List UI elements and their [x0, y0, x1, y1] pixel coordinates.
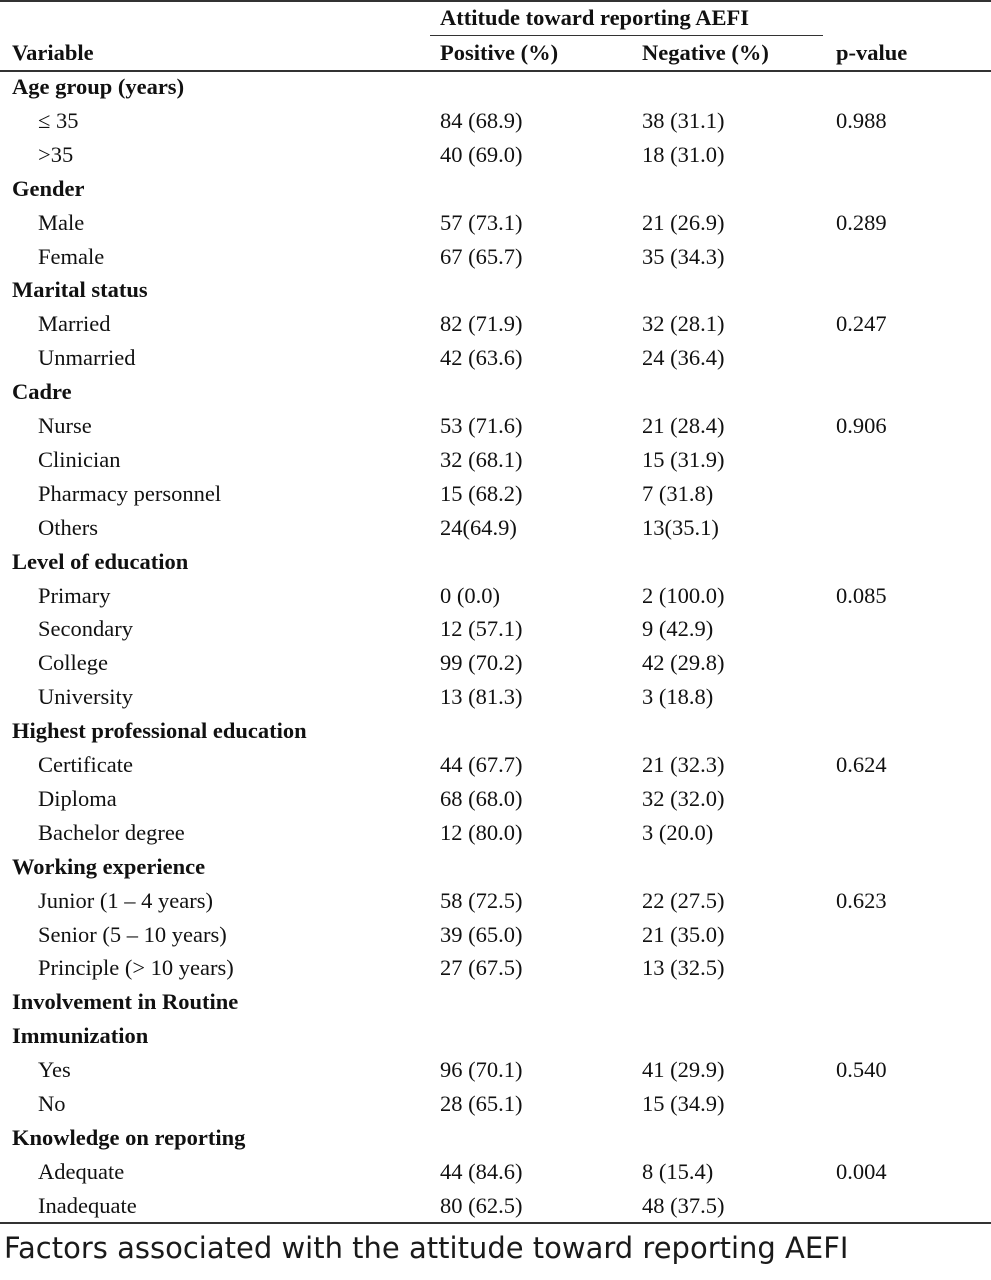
negative-count: 3 (20.0): [642, 819, 714, 845]
header-variable: Variable: [12, 40, 94, 65]
p-value-cell: 0.247: [836, 311, 887, 337]
negative-count: 13 (32.5): [642, 955, 725, 981]
positive-count: 42 (63.6): [440, 345, 523, 371]
positive-count: 44 (84.6): [440, 1158, 523, 1184]
positive-count: 39 (65.0): [440, 921, 523, 947]
positive-count: 24(64.9): [440, 514, 517, 540]
p-value-cell: 0.085: [836, 582, 887, 608]
row-label: Clinician: [38, 446, 121, 472]
group-label: Marital status: [12, 277, 148, 303]
negative-count: 32 (32.0): [642, 785, 725, 811]
positive-count: 96 (70.1): [440, 1057, 523, 1083]
p-value-cell: 0.906: [836, 413, 887, 438]
row-label: Principle (> 10 years): [38, 955, 234, 981]
negative-count: 8 (15.4): [642, 1158, 714, 1184]
header-group-label: Attitude toward reporting AEFI: [440, 5, 749, 30]
negative-count: 2 (100.0): [642, 582, 725, 608]
positive-count: 28 (65.1): [440, 1091, 523, 1116]
positive-count: 32 (68.1): [440, 446, 523, 472]
row-label: Female: [38, 243, 105, 269]
negative-count: 35 (34.3): [642, 243, 725, 269]
row-label: College: [38, 650, 108, 676]
positive-count: 12 (57.1): [440, 616, 523, 642]
positive-count: 68 (68.0): [440, 785, 523, 811]
positive-count: 13 (81.3): [440, 684, 523, 710]
positive-count: 99 (70.2): [440, 650, 523, 676]
header-group-rule: [430, 35, 823, 36]
row-label: Married: [38, 311, 111, 337]
table-bottom-rule: [0, 1222, 991, 1224]
row-label: Pharmacy personnel: [38, 480, 222, 506]
group-label: Gender: [12, 175, 85, 201]
row-label: University: [38, 684, 133, 710]
row-label: Adequate: [38, 1158, 125, 1184]
negative-count: 9 (42.9): [642, 616, 714, 642]
group-label: Knowledge on reporting: [12, 1124, 246, 1150]
negative-count: 38 (31.1): [642, 107, 725, 133]
group-label: Level of education: [12, 548, 189, 574]
group-label: Highest professional education: [12, 718, 307, 744]
positive-count: 40 (69.0): [440, 141, 523, 167]
positive-count: 84 (68.9): [440, 107, 523, 133]
negative-count: 48 (37.5): [642, 1192, 725, 1218]
positive-count: 80 (62.5): [440, 1192, 523, 1218]
positive-count: 12 (80.0): [440, 819, 523, 845]
row-label: Diploma: [38, 785, 117, 811]
negative-count: 15 (34.9): [642, 1091, 725, 1116]
negative-count: 3 (18.8): [642, 684, 714, 710]
negative-count: 21 (26.9): [642, 209, 725, 235]
row-label: Senior (5 – 10 years): [38, 921, 227, 947]
positive-count: 0 (0.0): [440, 582, 500, 608]
positive-count: 15 (68.2): [440, 480, 523, 506]
row-label: Nurse: [38, 413, 92, 438]
row-label: Yes: [38, 1057, 71, 1083]
p-value-cell: 0.540: [836, 1057, 887, 1083]
negative-count: 21 (35.0): [642, 921, 725, 947]
row-label: Male: [38, 209, 85, 235]
positive-count: 82 (71.9): [440, 311, 523, 337]
p-value-cell: 0.623: [836, 887, 887, 913]
table-caption: Factors associated with the attitude toward reporting AEFI: [4, 1231, 849, 1265]
table-top-rule: [0, 0, 991, 2]
positive-count: 58 (72.5): [440, 887, 523, 913]
header-negative: Negative (%): [642, 40, 769, 65]
group-label: Working experience: [12, 853, 206, 879]
row-label: Unmarried: [38, 345, 136, 371]
header-p-value: p-value: [836, 40, 908, 65]
row-label: Inadequate: [38, 1192, 137, 1218]
p-value-cell: 0.624: [836, 752, 887, 777]
negative-count: 41 (29.9): [642, 1057, 725, 1083]
negative-count: 15 (31.9): [642, 446, 725, 472]
p-value-cell: 0.289: [836, 209, 887, 235]
negative-count: 21 (28.4): [642, 413, 725, 438]
negative-count: 18 (31.0): [642, 141, 725, 167]
negative-count: 24 (36.4): [642, 345, 725, 371]
p-value-cell: 0.004: [836, 1158, 887, 1184]
negative-count: 21 (32.3): [642, 752, 725, 777]
positive-count: 27 (67.5): [440, 955, 523, 981]
row-label: ≤ 35: [38, 107, 79, 133]
p-value-cell: 0.988: [836, 107, 887, 133]
header-positive: Positive (%): [440, 40, 559, 65]
positive-count: 53 (71.6): [440, 413, 523, 438]
negative-count: 13(35.1): [642, 514, 719, 540]
negative-count: 7 (31.8): [642, 480, 714, 506]
row-label: Certificate: [38, 752, 133, 777]
negative-count: 32 (28.1): [642, 311, 725, 337]
group-label: Immunization: [12, 1023, 149, 1049]
row-label: Others: [38, 514, 98, 540]
negative-count: 22 (27.5): [642, 887, 725, 913]
positive-count: 57 (73.1): [440, 209, 523, 235]
group-label: Cadre: [12, 379, 72, 405]
positive-count: 67 (65.7): [440, 243, 523, 269]
row-label: Bachelor degree: [38, 819, 185, 845]
group-label: Involvement in Routine: [12, 989, 239, 1015]
positive-count: 44 (67.7): [440, 752, 523, 777]
group-label: Age group (years): [12, 74, 185, 99]
negative-count: 42 (29.8): [642, 650, 725, 676]
row-label: Secondary: [38, 616, 133, 642]
row-label: >35: [38, 141, 74, 167]
row-label: Junior (1 – 4 years): [38, 887, 213, 913]
row-label: Primary: [38, 582, 111, 608]
row-label: No: [38, 1091, 66, 1116]
